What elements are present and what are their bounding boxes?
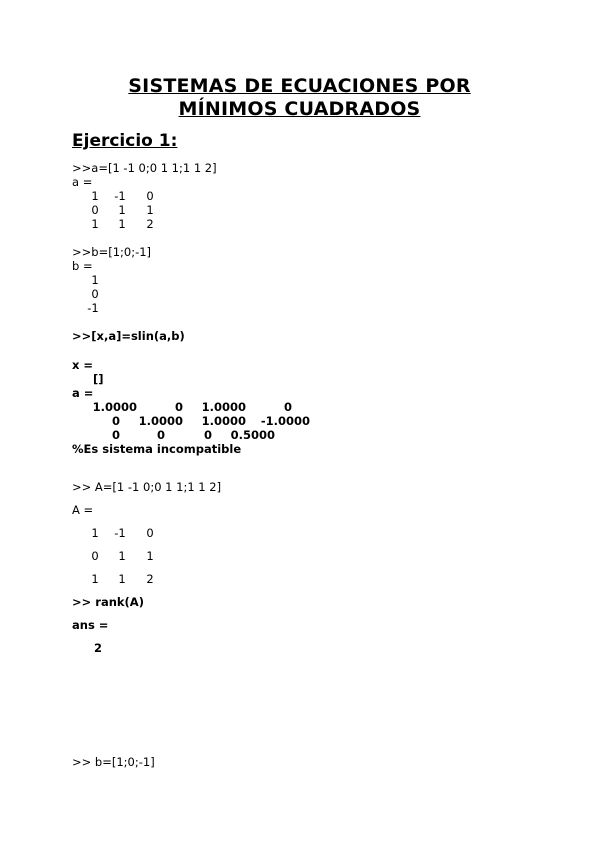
A-label: A =	[72, 503, 94, 517]
a2-cell: 0	[283, 400, 292, 414]
a2-cell: 0	[156, 428, 165, 442]
a2-cell: 0	[111, 428, 120, 442]
A-cell: 0	[146, 526, 154, 540]
b-cell: -1	[87, 301, 99, 315]
a2-cell: 0	[111, 414, 120, 428]
A-cell: -1	[114, 526, 126, 540]
b-cell: 1	[91, 273, 99, 287]
command-b: >>b=[1;0;-1]	[72, 245, 152, 259]
ans-value: 2	[94, 641, 103, 655]
a2-cell: 1.0000	[201, 400, 246, 414]
a2-cell: -1.0000	[260, 414, 310, 428]
a-cell: 0	[146, 189, 154, 203]
a2-cell: 1.0000	[201, 414, 246, 428]
b-cell: 0	[91, 287, 99, 301]
a-cell: 1	[91, 189, 99, 203]
ans-label: ans =	[72, 618, 109, 632]
title-line-1: SISTEMAS DE ECUACIONES POR	[128, 75, 471, 97]
a2-cell: 0	[174, 400, 183, 414]
x-value: []	[93, 372, 104, 386]
a2-label: a =	[72, 386, 94, 400]
A-cell: 1	[91, 572, 99, 586]
a-cell: -1	[114, 189, 126, 203]
a-cell: 1	[91, 217, 99, 231]
title-line-2: MÍNIMOS CUADRADOS	[178, 98, 421, 120]
a-cell: 1	[118, 203, 126, 217]
a-cell: 0	[91, 203, 99, 217]
A-cell: 0	[91, 549, 99, 563]
command-rank: >> rank(A)	[72, 595, 144, 609]
x-label: x =	[72, 358, 94, 372]
a2-cell: 0	[203, 428, 212, 442]
A-cell: 2	[146, 572, 154, 586]
A-cell: 1	[118, 549, 126, 563]
a2-cell: 1.0000	[138, 414, 183, 428]
a-cell: 1	[146, 203, 154, 217]
A-cell: 1	[146, 549, 154, 563]
command-slin: >>[x,a]=slin(a,b)	[72, 329, 185, 343]
command-a: >>a=[1 -1 0;0 1 1;1 1 2]	[72, 161, 217, 175]
a-cell: 2	[146, 217, 154, 231]
a2-cell: 0.5000	[230, 428, 275, 442]
a-label: a =	[72, 175, 93, 189]
A-cell: 1	[118, 572, 126, 586]
comment-incompatible: %Es sistema incompatible	[72, 442, 242, 456]
exercise-heading: Ejercicio 1:	[72, 131, 178, 151]
a-cell: 1	[118, 217, 126, 231]
command-b-2: >> b=[1;0;-1]	[72, 755, 155, 769]
command-A: >> A=[1 -1 0;0 1 1;1 1 2]	[72, 480, 222, 494]
A-cell: 1	[91, 526, 99, 540]
b-label: b =	[72, 259, 93, 273]
a2-cell: 1.0000	[92, 400, 137, 414]
